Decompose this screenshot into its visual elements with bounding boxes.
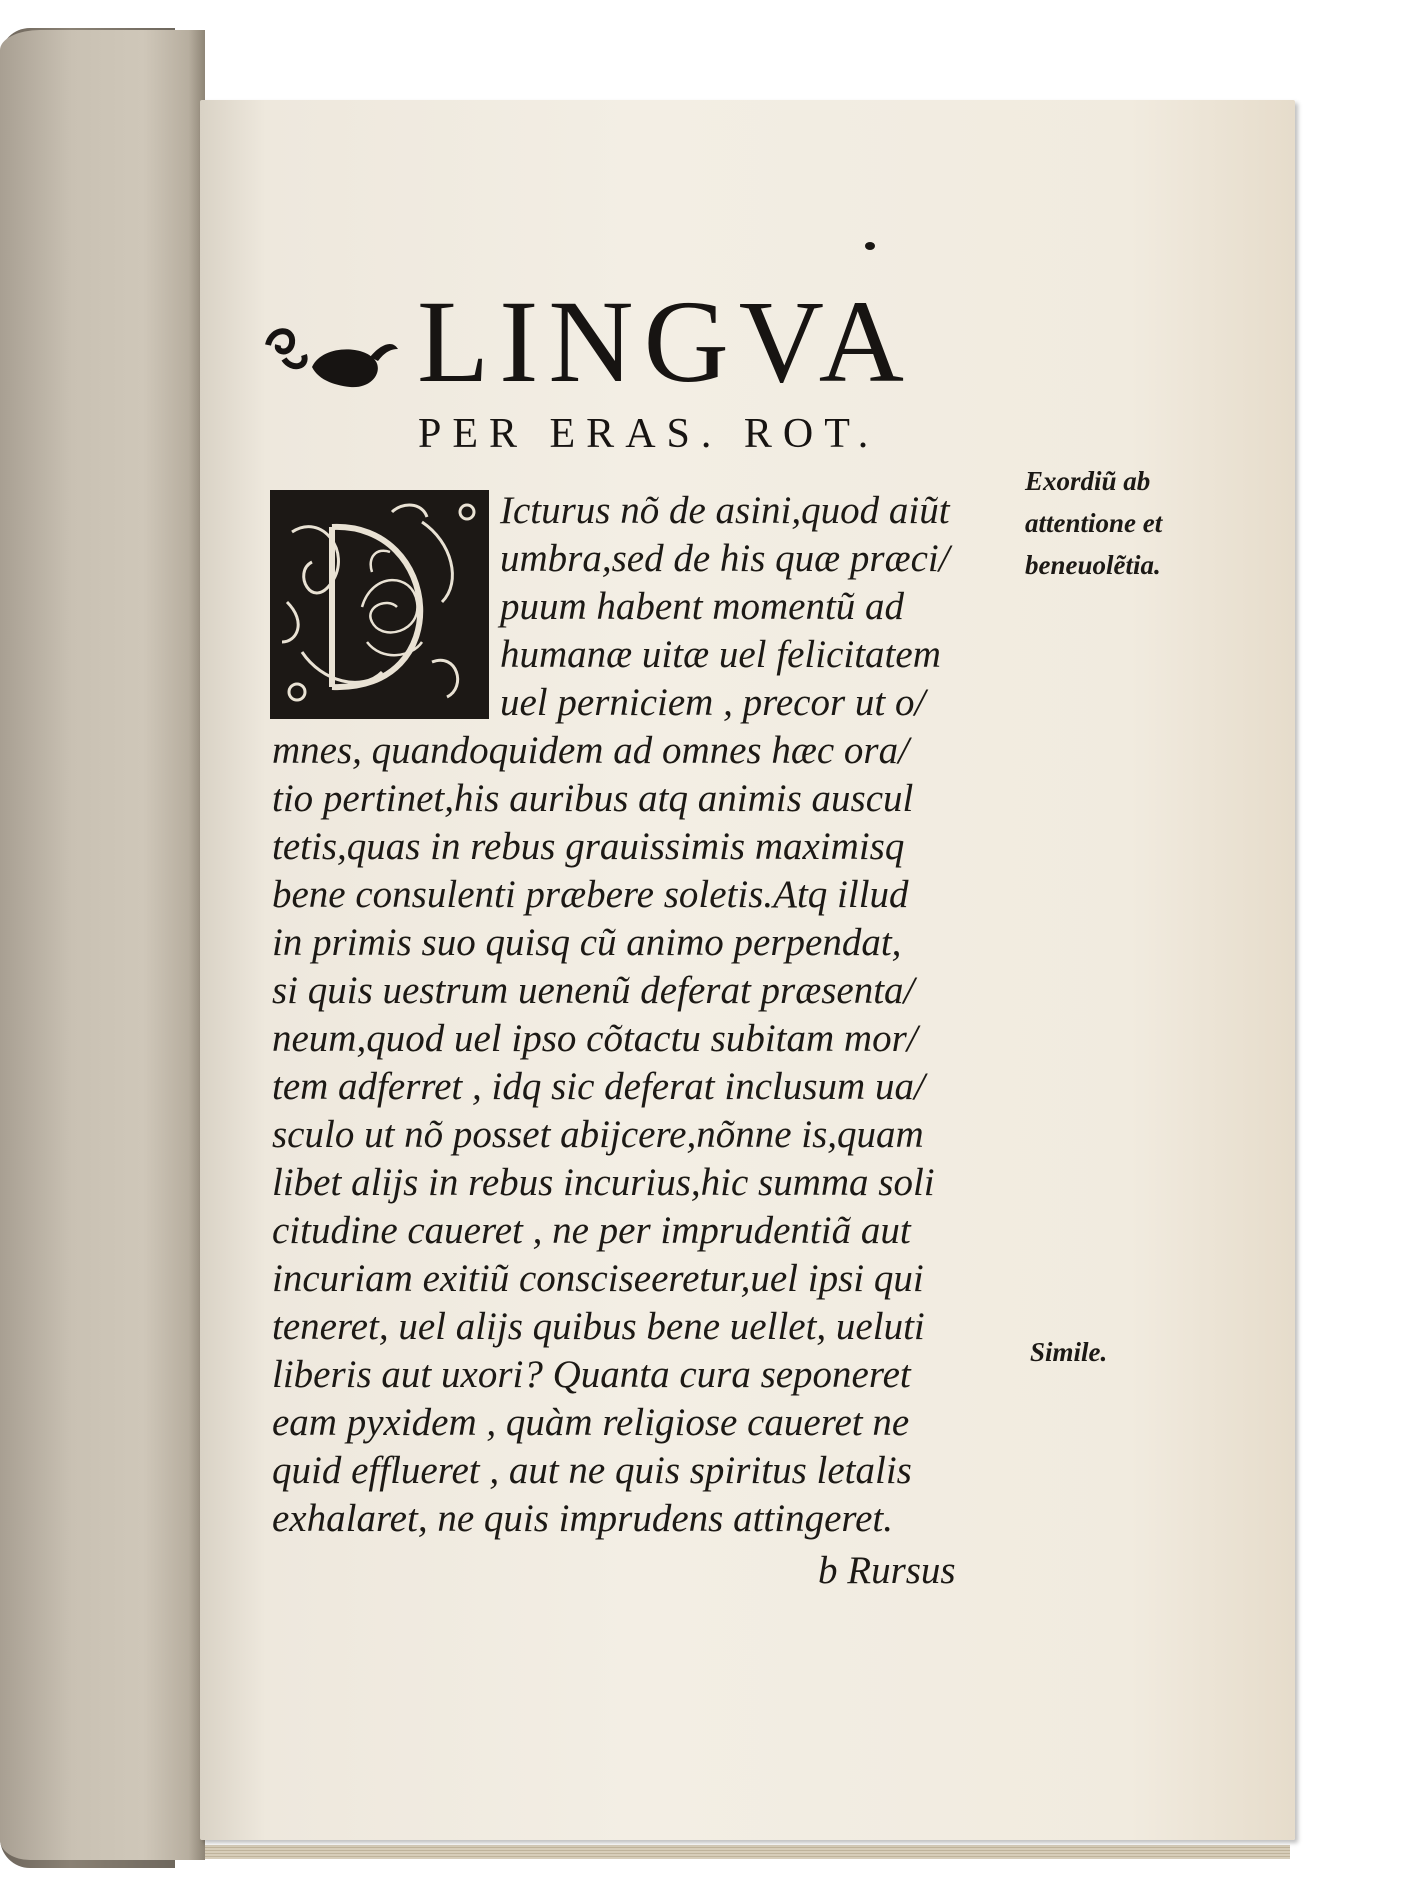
body-line-9: bene consulenti præbere soletis.Atq illud — [272, 873, 909, 916]
catchword: b Rursus — [818, 1549, 956, 1592]
body-line-11: si quis uestrum uenenũ deferat præsenta/ — [272, 969, 915, 1012]
page-subtitle: PER ERAS. ROT. — [418, 411, 880, 457]
margin-note-simile: Simile. — [1030, 1337, 1108, 1367]
body-line-20: eam pyxidem , quàm religiose caueret ne — [272, 1401, 910, 1444]
body-line-7: tio pertinet,his auribus atq animis auscul — [272, 777, 914, 820]
left-page — [0, 30, 205, 1860]
margin-note-exordium-1: Exordiũ ab — [1025, 466, 1151, 496]
body-line-1: Icturus nõ de asini,quod aiũt — [500, 489, 950, 532]
body-line-14: sculo ut nõ posset abijcere,nõnne is,quam — [272, 1113, 924, 1156]
body-line-8: tetis,quas in rebus grauissimis maximisq — [272, 825, 905, 868]
body-line-5: uel perniciem , precor ut o/ — [500, 681, 926, 724]
margin-note-exordium-3: beneuolẽtia. — [1025, 550, 1161, 580]
body-line-2: umbra,sed de his quæ præci/ — [500, 537, 950, 580]
body-line-13: tem adferret , idq sic deferat inclusum ua/ — [272, 1065, 925, 1108]
page-edges — [205, 1845, 1290, 1859]
body-line-22: exhalaret, ne quis imprudens attingeret. — [272, 1497, 894, 1540]
body-line-18: teneret, uel alijs quibus bene uellet, ueluti — [272, 1305, 925, 1348]
body-line-10: in primis suo quisq cũ animo perpendat, — [272, 921, 902, 964]
body-line-17: incuriam exitiũ consciseeretur,uel ipsi qui — [272, 1257, 924, 1300]
body-line-19: liberis aut uxori? Quanta cura seponeret — [272, 1353, 911, 1396]
body-line-4: humanæ uitæ uel felicitatem — [500, 633, 941, 676]
body-line-16: citudine caueret , ne per imprudentiã aut — [272, 1209, 911, 1252]
ornamental-initial — [270, 490, 489, 719]
ornament-dot — [865, 242, 875, 250]
body-line-21: quid efflueret , aut ne quis spiritus letalis — [272, 1449, 912, 1492]
page-title: LINGVA — [417, 276, 915, 407]
fleuron-icon — [262, 315, 402, 395]
body-line-6: mnes, quandoquidem ad omnes hæc ora/ — [272, 729, 909, 772]
body-line-12: neum,quod uel ipso cõtactu subitam mor/ — [272, 1017, 918, 1060]
body-line-3: puum habent momentũ ad — [500, 585, 905, 628]
body-line-15: libet alijs in rebus incurius,hic summa soli — [272, 1161, 935, 1204]
margin-note-exordium-2: attentione et — [1025, 508, 1163, 538]
